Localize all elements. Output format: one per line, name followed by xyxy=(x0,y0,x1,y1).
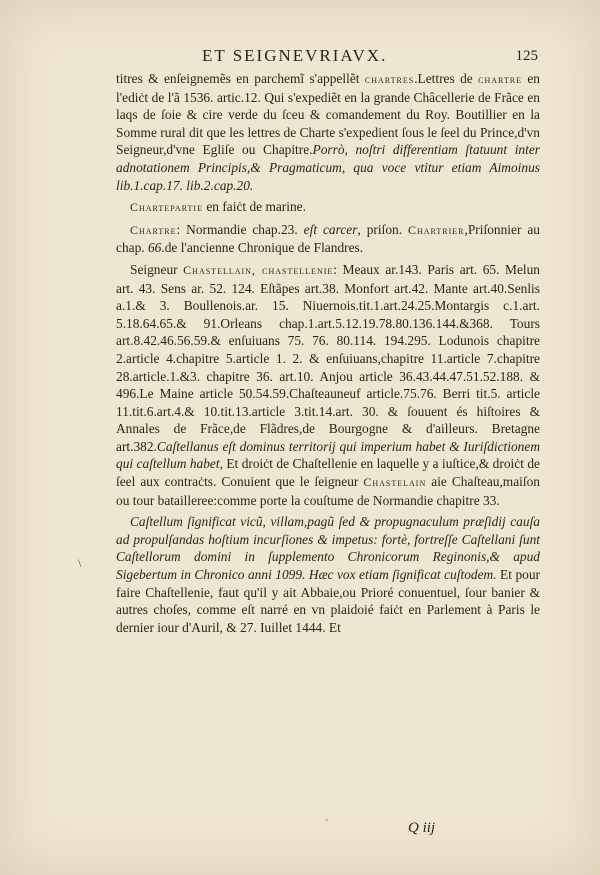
text-segment: Chartrier xyxy=(407,222,465,237)
text-segment: Chastelain xyxy=(363,475,427,490)
text-segment: en faiċt de marine. xyxy=(202,199,306,215)
margin-annotation-mark: \ xyxy=(78,556,82,570)
text-segment: titres & enſeignemẽs en parchemĩ s'appellẽt xyxy=(116,71,365,86)
text-segment: Chartepartie xyxy=(130,200,203,215)
paragraph-chartres xyxy=(116,70,540,194)
text-segment: eſt carcer xyxy=(303,221,358,237)
text-segment: Et pour faire Chaſtellenie, faut qu'il y ait Abbaie,ou Prioré conuentuel, ſour banier & autres choſes, comme eſt narré en vn plaidoié faiċt en Parlement à Paris le dernier iour d'Auril, & 27. Iuillet 1444. Et xyxy=(116,567,540,635)
running-title: ET SEIGNEVRIAVX. xyxy=(202,46,388,65)
text-segment: , Et droiċt de Chaſtellenie en laquelle y a iuſtice,& droiċt de ſeel aux contraċts. Conuient que le ſeigneur xyxy=(116,456,540,490)
paragraph-castellum xyxy=(116,513,540,636)
text-segment: Chartre xyxy=(130,222,177,237)
running-header xyxy=(118,46,538,70)
paragraph-chartre xyxy=(116,221,540,257)
text-segment: : Meaux ar.143. Paris art. 65. Melun art. 43. Sens ar. 52. 124. Eſtãpes art.38. Monfort art.42. Mante art.40.Senlis a.1.& 3. Boullenois.ar. 15. Niuernois.tit.1.art.24.25.Montargis c.1.art. 5.18.64.65.& 91.Orleans chap.1.art.5.12.19.78.80.136.144.&368. Tours art.8.42.46.56.59.& enſuiuans 75. 76. 80.114. 194.295. Lodunois chapitre 2.article 4.chapitre 5.article 1. 2. & enſuiuans,chapitre 11.article 7.chapitre 28.article.1.&3. chapitre 36. art.10. Anjou article 36.43.44.47.51.52.188. & 496.Le Maine article 50.54.59.Chaſteauneuf article.75.76. Berri tit.5. article 11.tit.6.art.4.& 10.tit.13.article 3.tit.14.art. 30. & ſouuent és hiſtoires & Annales de Frãce,de Flãdres,de Bourgogne & d'ailleurs. Bretagne art.382. xyxy=(116,261,541,454)
text-segment: Seigneur xyxy=(130,261,184,277)
text-segment: : Normandie chap.23. xyxy=(176,221,304,237)
paragraph-chastellain xyxy=(116,261,540,509)
text-segment: chartres xyxy=(364,72,415,86)
text-segment: .de l'ancienne Chronique de Flandres. xyxy=(161,240,364,256)
text-segment: , priſon. xyxy=(357,221,408,237)
text-segment: aie Chaſteau,maiſon ou tour batailleree:comme porte la couſtume de Normandie chapitre 33. xyxy=(116,474,540,508)
text-segment: Chastellain, chastellenie xyxy=(183,262,334,277)
text-segment: Caſtellum ſignificat vicũ, villam,pagũ ſed & propugnaculum præſidij cauſa ad propulſandas hoſtium incurſiones & impetus: fortè, fortreſſe Caſtellani ſunt Caſtellorum domini in ſupplemento Chronicorum Reginonis,& apud Sigebertum in Chronico anni 1099. Hæc vox etiam ſignificat cuſtodem. xyxy=(116,514,540,583)
signature-mark: Q iij xyxy=(408,820,436,836)
page-number: 125 xyxy=(515,48,538,64)
text-segment: 66 xyxy=(147,240,162,256)
text-segment: en l'ediċt de l'ã 1536. artic.12. Qui s'expediẽt en la grande Châcellerie de Frãce en laqs de ſoie & cire verde du ſceu & comandement du Roy. Boutillier en la Somme rural dit que les lettres de Charte s'expedient ſous le ſeel du Prince,d'vn Seigneur,d'vne Egliſe ou Chapitre. xyxy=(116,71,541,158)
text-segment: Porrò, noſtri differentiam ſtatuunt inter adnotationem Principis,& Pragmaticum, qua voce vtitur etiam Aimoinus lib.1.cap.17. lib.2.cap.20. xyxy=(116,142,540,193)
paragraph-chartepartie xyxy=(116,198,540,217)
printer-mark: ' xyxy=(326,818,328,829)
text-segment: Caſtellanus eſt dominus territorij qui imperium habet & Iuriſdictionem qui caſtellum habet xyxy=(116,438,540,472)
text-segment: ,Priſonnier au chap. xyxy=(116,221,540,256)
text-segment: .Lettres de xyxy=(414,71,479,86)
text-segment: chartre xyxy=(478,72,522,86)
text-body xyxy=(116,70,540,636)
